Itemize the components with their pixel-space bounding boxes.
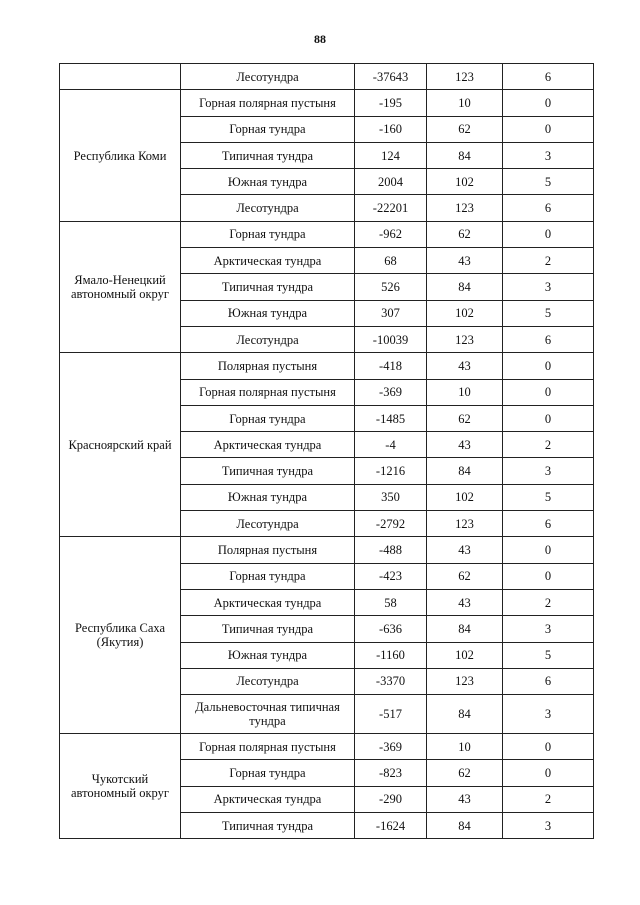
value-cell-2: 102 xyxy=(427,300,503,326)
value-cell-2: 102 xyxy=(427,169,503,195)
value-cell-3: 0 xyxy=(503,760,594,786)
value-cell-2: 43 xyxy=(427,353,503,379)
zone-cell: Горная тундра xyxy=(181,221,355,247)
value-cell-3: 0 xyxy=(503,537,594,563)
value-cell-2: 43 xyxy=(427,537,503,563)
zone-cell: Типичная тундра xyxy=(181,274,355,300)
value-cell-2: 84 xyxy=(427,616,503,642)
value-cell-2: 123 xyxy=(427,195,503,221)
value-cell-2: 43 xyxy=(427,432,503,458)
value-cell-2: 62 xyxy=(427,405,503,431)
region-cell xyxy=(60,64,181,90)
zone-cell: Арктическая тундра xyxy=(181,786,355,812)
value-cell-3: 5 xyxy=(503,642,594,668)
value-cell-3: 0 xyxy=(503,379,594,405)
value-cell-3: 0 xyxy=(503,90,594,116)
zone-cell: Лесотундра xyxy=(181,326,355,352)
value-cell-1: -418 xyxy=(355,353,427,379)
value-cell-1: -10039 xyxy=(355,326,427,352)
value-cell-1: 124 xyxy=(355,142,427,168)
zone-cell: Южная тундра xyxy=(181,300,355,326)
value-cell-3: 3 xyxy=(503,274,594,300)
value-cell-1: 307 xyxy=(355,300,427,326)
value-cell-1: 58 xyxy=(355,589,427,615)
value-cell-1: 350 xyxy=(355,484,427,510)
value-cell-2: 62 xyxy=(427,760,503,786)
value-cell-2: 43 xyxy=(427,248,503,274)
value-cell-1: 68 xyxy=(355,248,427,274)
value-cell-1: -1160 xyxy=(355,642,427,668)
value-cell-2: 62 xyxy=(427,116,503,142)
value-cell-2: 10 xyxy=(427,90,503,116)
value-cell-1: -423 xyxy=(355,563,427,589)
zone-cell: Лесотундра xyxy=(181,195,355,221)
zone-cell: Горная тундра xyxy=(181,760,355,786)
value-cell-2: 10 xyxy=(427,379,503,405)
value-cell-3: 0 xyxy=(503,405,594,431)
value-cell-2: 123 xyxy=(427,511,503,537)
value-cell-1: -1624 xyxy=(355,813,427,839)
table-row xyxy=(60,90,594,116)
zone-cell: Лесотундра xyxy=(181,668,355,694)
value-cell-1: -488 xyxy=(355,537,427,563)
region-cell: Республика Саха (Якутия) xyxy=(60,537,181,734)
value-cell-3: 2 xyxy=(503,589,594,615)
value-cell-3: 5 xyxy=(503,484,594,510)
value-cell-3: 0 xyxy=(503,116,594,142)
table-row xyxy=(60,537,594,563)
tundra-zone-table xyxy=(59,63,594,839)
zone-cell: Полярная пустыня xyxy=(181,537,355,563)
region-cell: Красноярский край xyxy=(60,353,181,537)
region-cell: Ямало-Ненецкий автономный округ xyxy=(60,221,181,352)
region-cell: Чукотский автономный округ xyxy=(60,734,181,839)
value-cell-2: 84 xyxy=(427,142,503,168)
zone-cell: Горная тундра xyxy=(181,405,355,431)
zone-cell: Горная тундра xyxy=(181,563,355,589)
value-cell-3: 6 xyxy=(503,195,594,221)
value-cell-3: 3 xyxy=(503,695,594,734)
zone-cell: Арктическая тундра xyxy=(181,589,355,615)
zone-cell: Горная полярная пустыня xyxy=(181,90,355,116)
zone-cell: Лесотундра xyxy=(181,64,355,90)
zone-cell: Горная полярная пустыня xyxy=(181,379,355,405)
value-cell-3: 0 xyxy=(503,353,594,379)
zone-cell: Дальневосточная типичная тундра xyxy=(181,695,355,734)
value-cell-1: -823 xyxy=(355,760,427,786)
value-cell-2: 10 xyxy=(427,734,503,760)
value-cell-2: 123 xyxy=(427,64,503,90)
zone-cell: Горная тундра xyxy=(181,116,355,142)
value-cell-2: 84 xyxy=(427,813,503,839)
value-cell-3: 2 xyxy=(503,248,594,274)
value-cell-1: 2004 xyxy=(355,169,427,195)
value-cell-3: 6 xyxy=(503,511,594,537)
value-cell-2: 43 xyxy=(427,589,503,615)
value-cell-1: -290 xyxy=(355,786,427,812)
value-cell-1: -369 xyxy=(355,734,427,760)
table-body xyxy=(60,64,594,839)
value-cell-1: -636 xyxy=(355,616,427,642)
value-cell-2: 43 xyxy=(427,786,503,812)
value-cell-1: -1216 xyxy=(355,458,427,484)
value-cell-1: -22201 xyxy=(355,195,427,221)
value-cell-3: 3 xyxy=(503,458,594,484)
value-cell-1: -4 xyxy=(355,432,427,458)
value-cell-1: -369 xyxy=(355,379,427,405)
value-cell-3: 6 xyxy=(503,326,594,352)
value-cell-1: 526 xyxy=(355,274,427,300)
value-cell-3: 6 xyxy=(503,668,594,694)
value-cell-3: 0 xyxy=(503,563,594,589)
value-cell-3: 6 xyxy=(503,64,594,90)
value-cell-3: 2 xyxy=(503,786,594,812)
value-cell-1: -37643 xyxy=(355,64,427,90)
value-cell-2: 62 xyxy=(427,563,503,589)
value-cell-2: 62 xyxy=(427,221,503,247)
value-cell-3: 5 xyxy=(503,300,594,326)
zone-cell: Арктическая тундра xyxy=(181,432,355,458)
value-cell-1: -2792 xyxy=(355,511,427,537)
table-row xyxy=(60,734,594,760)
zone-cell: Горная полярная пустыня xyxy=(181,734,355,760)
value-cell-3: 5 xyxy=(503,169,594,195)
zone-cell: Южная тундра xyxy=(181,169,355,195)
value-cell-3: 3 xyxy=(503,616,594,642)
value-cell-2: 84 xyxy=(427,458,503,484)
value-cell-3: 3 xyxy=(503,142,594,168)
value-cell-1: -195 xyxy=(355,90,427,116)
zone-cell: Лесотундра xyxy=(181,511,355,537)
value-cell-3: 2 xyxy=(503,432,594,458)
zone-cell: Южная тундра xyxy=(181,484,355,510)
page-number: 88 xyxy=(314,32,326,46)
value-cell-2: 123 xyxy=(427,668,503,694)
value-cell-3: 0 xyxy=(503,734,594,760)
value-cell-1: -3370 xyxy=(355,668,427,694)
zone-cell: Полярная пустыня xyxy=(181,353,355,379)
region-cell: Республика Коми xyxy=(60,90,181,221)
value-cell-1: -160 xyxy=(355,116,427,142)
value-cell-2: 102 xyxy=(427,484,503,510)
value-cell-2: 123 xyxy=(427,326,503,352)
value-cell-1: -962 xyxy=(355,221,427,247)
zone-cell: Типичная тундра xyxy=(181,458,355,484)
zone-cell: Арктическая тундра xyxy=(181,248,355,274)
value-cell-3: 0 xyxy=(503,221,594,247)
value-cell-2: 84 xyxy=(427,274,503,300)
zone-cell: Типичная тундра xyxy=(181,142,355,168)
value-cell-2: 102 xyxy=(427,642,503,668)
value-cell-2: 84 xyxy=(427,695,503,734)
value-cell-3: 3 xyxy=(503,813,594,839)
table-row xyxy=(60,64,594,90)
value-cell-1: -517 xyxy=(355,695,427,734)
zone-cell: Типичная тундра xyxy=(181,813,355,839)
table-row xyxy=(60,353,594,379)
zone-cell: Южная тундра xyxy=(181,642,355,668)
value-cell-1: -1485 xyxy=(355,405,427,431)
zone-cell: Типичная тундра xyxy=(181,616,355,642)
table-row xyxy=(60,221,594,247)
